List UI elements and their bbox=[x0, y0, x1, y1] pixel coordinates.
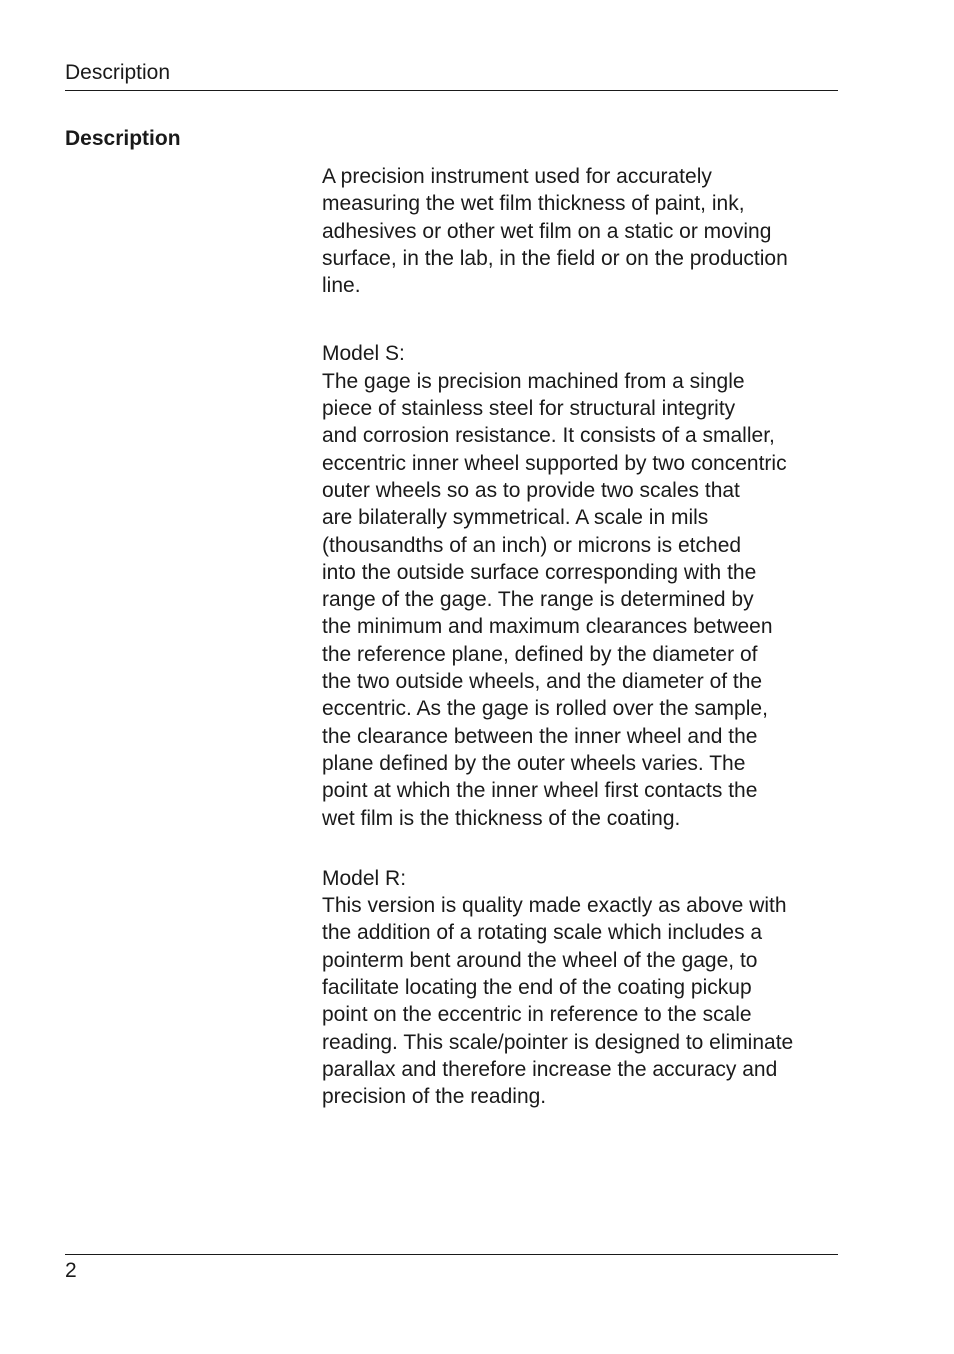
text-line: and corrosion resistance. It consists of a smaller, bbox=[322, 424, 775, 448]
running-header: Description bbox=[65, 61, 171, 84]
model-s-label: Model S: bbox=[322, 342, 405, 366]
text-line: measuring the wet film thickness of paint, ink, bbox=[322, 192, 745, 216]
footer-rule bbox=[65, 1254, 838, 1255]
page-number: 2 bbox=[65, 1259, 77, 1282]
text-line: eccentric. As the gage is rolled over the sample, bbox=[322, 697, 768, 721]
text-line: line. bbox=[322, 274, 361, 298]
model-r-label: Model R: bbox=[322, 866, 407, 890]
text-line: into the outside surface corresponding with the bbox=[322, 560, 757, 584]
text-line: surface, in the lab, in the field or on the production bbox=[322, 246, 788, 270]
text-line: The gage is precision machined from a single bbox=[322, 369, 745, 393]
text-line: parallax and therefore increase the accuracy and bbox=[322, 1057, 778, 1081]
text-line: facilitate locating the end of the coating pickup bbox=[322, 976, 752, 1000]
text-line: plane defined by the outer wheels varies. The bbox=[322, 751, 746, 775]
text-line: the reference plane, defined by the diameter of bbox=[322, 642, 758, 666]
text-line: precision of the reading. bbox=[322, 1085, 547, 1109]
text-line: adhesives or other wet film on a static or moving bbox=[322, 219, 772, 243]
text-line: point on the eccentric in reference to the scale bbox=[322, 1003, 752, 1027]
model-s-paragraph bbox=[322, 340, 862, 831]
text-line: (thousandths of an inch) or microns is etched bbox=[322, 533, 742, 557]
text-line: reading. This scale/pointer is designed to eliminate bbox=[322, 1030, 794, 1054]
text-line: the clearance between the inner wheel and the bbox=[322, 724, 758, 748]
text-line: point at which the inner wheel first contacts the bbox=[322, 779, 758, 803]
section-heading: Description bbox=[65, 127, 181, 150]
text-line: pointerm bent around the wheel of the gage, to bbox=[322, 948, 758, 972]
text-line: range of the gage. The range is determined by bbox=[322, 588, 754, 612]
header-rule bbox=[65, 90, 838, 91]
text-line: eccentric inner wheel supported by two concentric bbox=[322, 451, 787, 475]
text-line: the two outside wheels, and the diameter of the bbox=[322, 670, 763, 694]
text-line: A precision instrument used for accurately bbox=[322, 165, 712, 188]
text-line: This version is quality made exactly as above with bbox=[322, 894, 787, 918]
text-line: outer wheels so as to provide two scales that bbox=[322, 478, 740, 502]
text-line: are bilaterally symmetrical. A scale in mils bbox=[322, 506, 709, 530]
text-line: the minimum and maximum clearances between bbox=[322, 615, 773, 639]
model-r-paragraph bbox=[322, 865, 862, 1111]
body-column bbox=[322, 163, 862, 1111]
intro-paragraph bbox=[322, 163, 862, 299]
text-line: piece of stainless steel for structural integrity bbox=[322, 397, 736, 421]
text-line: the addition of a rotating scale which includes a bbox=[322, 921, 763, 945]
text-line: wet film is the thickness of the coating. bbox=[322, 806, 681, 830]
